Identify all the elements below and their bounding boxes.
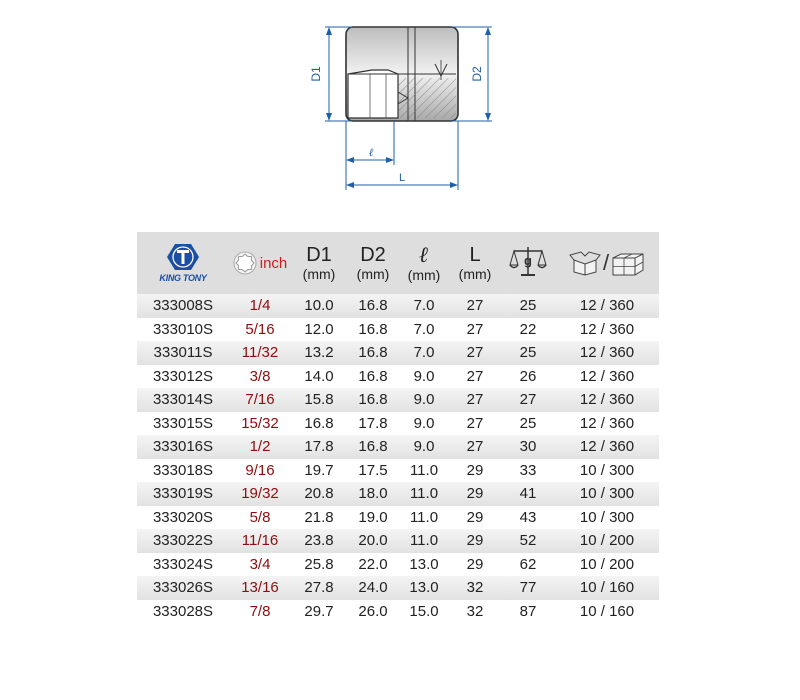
d1-cell: 21.8 [291, 506, 347, 530]
balance-scale-icon [509, 243, 547, 279]
d1-cell: 19.7 [291, 459, 347, 483]
d2-cell: 22.0 [347, 553, 399, 577]
l-cell: 27 [449, 341, 501, 365]
inch-cell: 11/32 [229, 341, 291, 365]
small-l-cell: 9.0 [399, 388, 449, 412]
inch-cell: 7/16 [229, 388, 291, 412]
packing-cell: 12 / 360 [555, 365, 659, 389]
d2-cell: 17.5 [347, 459, 399, 483]
small-l-cell: 9.0 [399, 412, 449, 436]
weight-cell: 26 [501, 365, 555, 389]
socket-dimension-diagram [0, 0, 800, 220]
inch-cell: 3/4 [229, 553, 291, 577]
l-cell: 27 [449, 412, 501, 436]
small-l-cell: 13.0 [399, 553, 449, 577]
small-l-cell: 7.0 [399, 318, 449, 342]
packing-cell: 12 / 360 [555, 412, 659, 436]
d2-unit: (mm) [356, 266, 390, 282]
weight-cell: 33 [501, 459, 555, 483]
d1-cell: 12.0 [291, 318, 347, 342]
code-cell: 333012S [137, 365, 229, 389]
inch-cell: 7/8 [229, 600, 291, 624]
socket-body [346, 27, 458, 121]
weight-cell: 22 [501, 318, 555, 342]
table-header-row [137, 232, 659, 294]
packing-cell: 10 / 200 [555, 553, 659, 577]
d2-cell: 16.8 [347, 365, 399, 389]
d1-cell: 17.8 [291, 435, 347, 459]
small-l-unit: (mm) [407, 267, 441, 283]
weight-cell: 52 [501, 529, 555, 553]
packing-cell: 10 / 160 [555, 600, 659, 624]
l-cell: 29 [449, 553, 501, 577]
inch-cell: 15/32 [229, 412, 291, 436]
specification-rows [137, 294, 659, 623]
weight-cell: 25 [501, 412, 555, 436]
l-cell: 29 [449, 482, 501, 506]
l-header-label: L [469, 244, 481, 266]
weight-cell: 62 [501, 553, 555, 577]
table-row [137, 341, 659, 365]
d1-header-label: D1 [306, 244, 332, 266]
l-header [449, 232, 501, 294]
code-cell: 333015S [137, 412, 229, 436]
code-cell: 333018S [137, 459, 229, 483]
weight-unit: g [524, 253, 532, 268]
d2-cell: 20.0 [347, 529, 399, 553]
d2-cell: 19.0 [347, 506, 399, 530]
weight-cell: 41 [501, 482, 555, 506]
d2-cell: 16.8 [347, 294, 399, 318]
table-row [137, 388, 659, 412]
d2-header-label: D2 [360, 244, 386, 266]
d1-cell: 15.8 [291, 388, 347, 412]
code-cell: 333008S [137, 294, 229, 318]
l-cell: 32 [449, 600, 501, 624]
small-l-label: ℓ [368, 146, 374, 159]
carton-stack-icon [611, 250, 645, 276]
d1-cell: 27.8 [291, 576, 347, 600]
inch-cell: 19/32 [229, 482, 291, 506]
code-cell: 333022S [137, 529, 229, 553]
d2-cell: 16.8 [347, 388, 399, 412]
small-l-cell: 9.0 [399, 435, 449, 459]
code-cell: 333019S [137, 482, 229, 506]
table-row [137, 318, 659, 342]
packing-cell: 12 / 360 [555, 435, 659, 459]
d1-cell: 13.2 [291, 341, 347, 365]
d2-cell: 24.0 [347, 576, 399, 600]
l-cell: 27 [449, 365, 501, 389]
inch-header [229, 232, 291, 294]
small-l-cell: 11.0 [399, 529, 449, 553]
d2-cell: 16.8 [347, 318, 399, 342]
weight-cell: 87 [501, 600, 555, 624]
small-l-cell: 11.0 [399, 506, 449, 530]
d1-cell: 16.8 [291, 412, 347, 436]
d2-cell: 18.0 [347, 482, 399, 506]
code-cell: 333026S [137, 576, 229, 600]
packing-separator: / [602, 250, 610, 275]
table-row [137, 529, 659, 553]
packing-cell: 12 / 360 [555, 318, 659, 342]
small-l-header-label: ℓ [419, 242, 429, 268]
weight-cell: 25 [501, 341, 555, 365]
small-l-cell: 15.0 [399, 600, 449, 624]
packing-cell: 12 / 360 [555, 341, 659, 365]
l-cell: 27 [449, 318, 501, 342]
weight-cell: 27 [501, 388, 555, 412]
table-row [137, 600, 659, 624]
d1-cell: 29.7 [291, 600, 347, 624]
d1-cell: 20.8 [291, 482, 347, 506]
code-cell: 333028S [137, 600, 229, 624]
code-cell: 333016S [137, 435, 229, 459]
l-cell: 27 [449, 294, 501, 318]
l-cell: 27 [449, 435, 501, 459]
brand-header [137, 232, 229, 294]
packing-cell: 12 / 360 [555, 388, 659, 412]
weight-cell: 30 [501, 435, 555, 459]
packing-cell: 10 / 300 [555, 459, 659, 483]
d1-cell: 14.0 [291, 365, 347, 389]
d2-cell: 16.8 [347, 435, 399, 459]
inch-cell: 13/16 [229, 576, 291, 600]
d1-unit: (mm) [302, 266, 336, 282]
inch-cell: 5/16 [229, 318, 291, 342]
small-l-cell: 7.0 [399, 341, 449, 365]
packing-cell: 10 / 300 [555, 506, 659, 530]
table-row [137, 553, 659, 577]
table-row [137, 412, 659, 436]
weight-header [501, 232, 555, 294]
packing-cell: 12 / 360 [555, 294, 659, 318]
d2-cell: 16.8 [347, 341, 399, 365]
code-cell: 333024S [137, 553, 229, 577]
specification-table [137, 232, 659, 623]
packing-cell: 10 / 300 [555, 482, 659, 506]
table-row [137, 365, 659, 389]
d1-label: D1 [309, 66, 324, 82]
inch-cell: 1/4 [229, 294, 291, 318]
inch-cell: 9/16 [229, 459, 291, 483]
d2-label: D2 [470, 66, 485, 82]
l-unit: (mm) [458, 266, 492, 282]
table-row [137, 294, 659, 318]
l-cell: 32 [449, 576, 501, 600]
12-point-socket-icon [233, 251, 257, 275]
d1-cell: 23.8 [291, 529, 347, 553]
table-row [137, 482, 659, 506]
l-label: L [398, 172, 406, 184]
weight-cell: 43 [501, 506, 555, 530]
packing-cell: 10 / 160 [555, 576, 659, 600]
small-l-cell: 11.0 [399, 459, 449, 483]
d2-cell: 26.0 [347, 600, 399, 624]
open-box-icon [569, 250, 601, 276]
inch-label: inch [259, 254, 288, 272]
l-cell: 29 [449, 506, 501, 530]
code-cell: 333010S [137, 318, 229, 342]
small-l-cell: 7.0 [399, 294, 449, 318]
inch-cell: 5/8 [229, 506, 291, 530]
l-cell: 29 [449, 459, 501, 483]
table-row [137, 506, 659, 530]
small-l-cell: 11.0 [399, 482, 449, 506]
d2-header [347, 232, 399, 294]
code-cell: 333014S [137, 388, 229, 412]
inch-cell: 1/2 [229, 435, 291, 459]
code-cell: 333011S [137, 341, 229, 365]
weight-cell: 25 [501, 294, 555, 318]
packing-header [555, 232, 659, 294]
small-l-cell: 13.0 [399, 576, 449, 600]
weight-cell: 77 [501, 576, 555, 600]
king-tony-logo-icon [166, 243, 200, 271]
table-row [137, 576, 659, 600]
l-cell: 29 [449, 529, 501, 553]
d1-cell: 10.0 [291, 294, 347, 318]
inch-cell: 3/8 [229, 365, 291, 389]
packing-cell: 10 / 200 [555, 529, 659, 553]
inch-cell: 11/16 [229, 529, 291, 553]
table-row [137, 435, 659, 459]
small-l-cell: 9.0 [399, 365, 449, 389]
code-cell: 333020S [137, 506, 229, 530]
table-row [137, 459, 659, 483]
d1-header [291, 232, 347, 294]
d1-cell: 25.8 [291, 553, 347, 577]
small-l-header [399, 232, 449, 294]
d2-cell: 17.8 [347, 412, 399, 436]
l-cell: 27 [449, 388, 501, 412]
brand-name: KING TONY [159, 273, 207, 283]
